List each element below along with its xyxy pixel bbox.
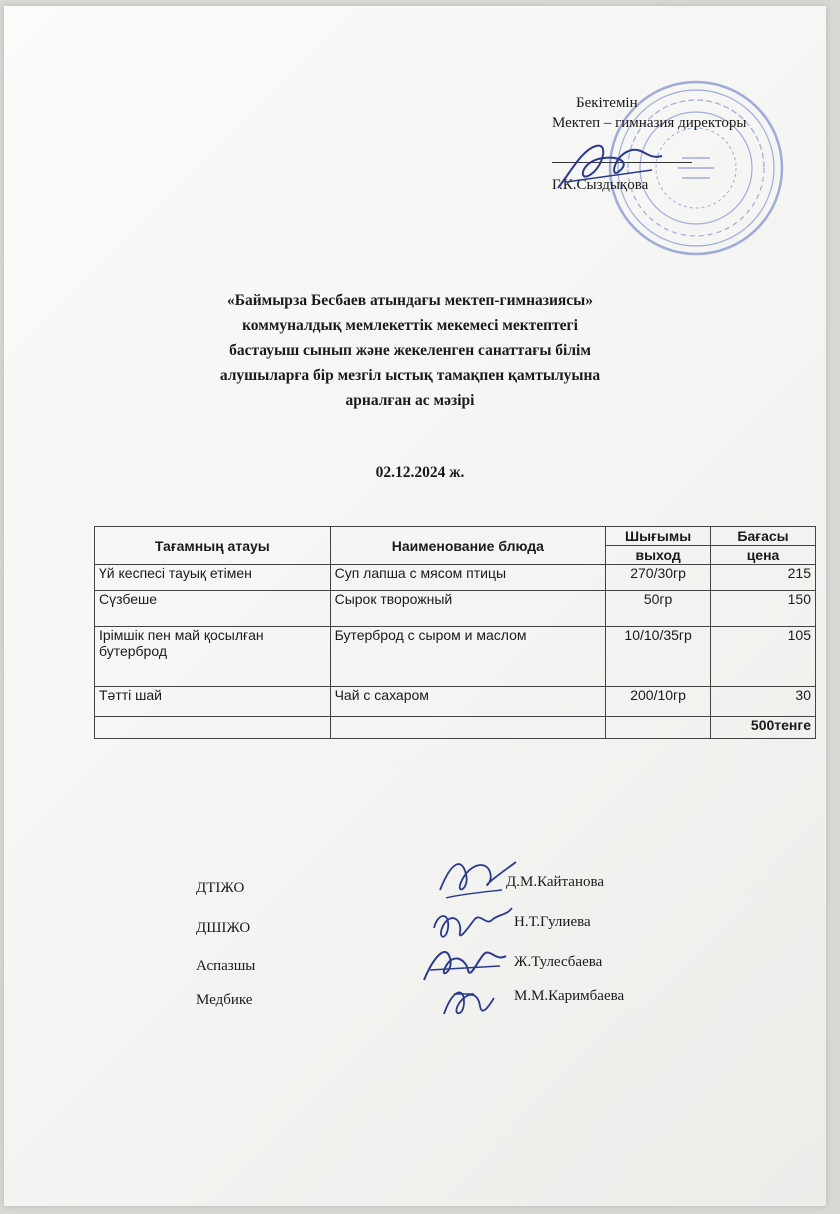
header-price-kz: Бағасы <box>711 527 816 546</box>
staff-name: Д.М.Кайтанова <box>506 874 605 890</box>
staff-name: Ж.Тулесбаева <box>514 954 603 970</box>
director-position: Мектеп – гимназия директоры <box>552 115 747 131</box>
dish-name-kz: Үй кеспесі тауық етімен <box>95 565 331 591</box>
table-row <box>95 591 816 627</box>
dish-yield: 270/30гр <box>606 565 711 591</box>
staff-name: Н.Т.Гулиева <box>514 914 591 930</box>
director-signature-icon <box>552 130 672 200</box>
dish-price: 150 <box>711 591 816 627</box>
signature-4-icon <box>434 974 524 1030</box>
title-line-1: «Баймырза Бесбаев атындағы мектеп-гимназиясы» <box>226 292 594 309</box>
header-price-ru: цена <box>711 546 816 565</box>
dish-yield: 10/10/35гр <box>606 627 711 687</box>
empty-cell <box>330 717 606 739</box>
staff-role: ДТІЖО <box>196 880 245 896</box>
header-name-ru: Наименование блюда <box>330 527 606 565</box>
staff-role: Медбике <box>196 992 253 1008</box>
dish-yield: 50гр <box>606 591 711 627</box>
dish-price: 105 <box>711 627 816 687</box>
dish-name-kz: Тәтті шай <box>95 687 331 717</box>
title-line-3: бастауыш сынып және жекеленген санаттағы білім <box>229 342 591 359</box>
document-page <box>4 6 826 1206</box>
dish-name-ru: Чай с сахаром <box>330 687 606 717</box>
total-price: 500тенге <box>711 717 816 739</box>
table-row <box>95 687 816 717</box>
header-name-kz: Тағамның атауы <box>95 527 331 565</box>
empty-cell <box>606 717 711 739</box>
staff-role: Аспазшы <box>196 958 256 974</box>
dish-name-kz: Ірімшік пен май қосылған бутерброд <box>95 627 331 687</box>
dish-price: 215 <box>711 565 816 591</box>
table-row <box>95 565 816 591</box>
menu-table <box>94 526 816 739</box>
header-yield-ru: выход <box>606 546 711 565</box>
document-date: 02.12.2024 ж. <box>375 464 465 481</box>
empty-cell <box>95 717 331 739</box>
document-title <box>130 288 690 413</box>
table-row <box>95 627 816 687</box>
title-line-4: алушыларға бір мезгіл ыстық тамақпен қамтылуына <box>219 367 601 384</box>
dish-name-ru: Бутерброд с сыром и маслом <box>330 627 606 687</box>
dish-name-ru: Сырок творожный <box>330 591 606 627</box>
title-line-2: коммуналдық мемлекеттік мекемесі мектептегі <box>242 317 578 334</box>
dish-name-ru: Суп лапша с мясом птицы <box>330 565 606 591</box>
approval-caption: Бекітемін <box>576 95 638 111</box>
dish-yield: 200/10гр <box>606 687 711 717</box>
header-yield-kz: Шығымы <box>606 527 711 546</box>
staff-role: ДШІЖО <box>196 920 251 936</box>
title-line-5: арналған ас мәзірі <box>345 392 475 409</box>
staff-name: М.М.Каримбаева <box>514 988 625 1004</box>
table-total-row <box>95 717 816 739</box>
dish-name-kz: Сүзбеше <box>95 591 331 627</box>
table-header-row <box>95 527 816 546</box>
dish-price: 30 <box>711 687 816 717</box>
director-name: Г.К.Сыздықова <box>552 177 649 193</box>
